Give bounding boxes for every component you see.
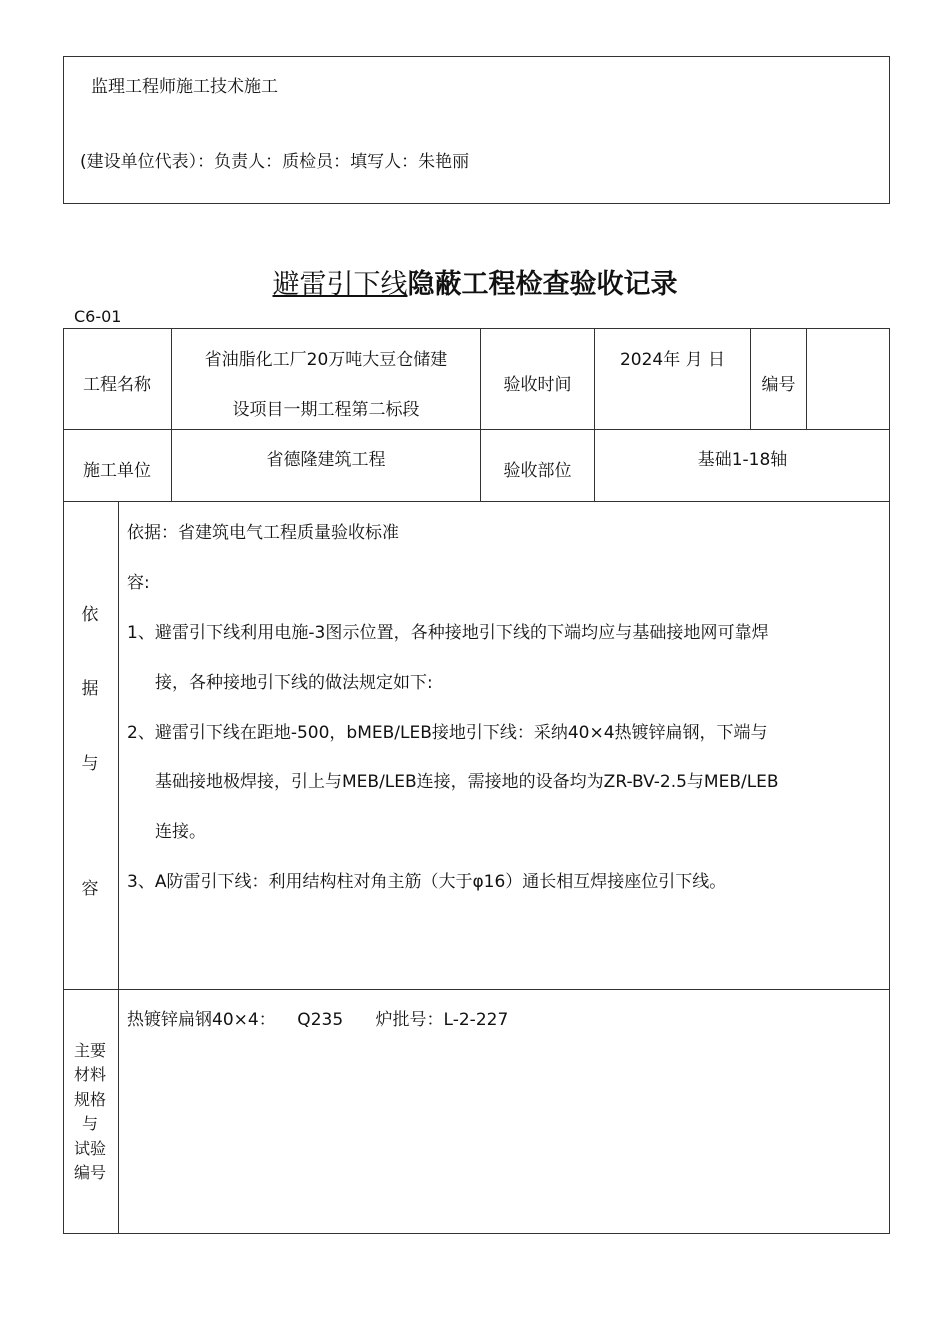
signature-line-2: (建设单位代表）：负责人：质检员：填写人：朱艳丽 <box>80 152 470 172</box>
col-divider <box>118 501 119 1234</box>
basis-label-char: 依 <box>81 605 99 625</box>
basis-label-char: 与 <box>81 754 99 774</box>
basis-line: 基础接地极焊接，引上与MEB/LEB连接，需接地的设备均为ZR-BV-2.5与MEB/LEB <box>155 772 779 792</box>
project-name-line-1: 省油脂化工厂20万吨大豆仓储建 <box>204 350 448 370</box>
col-divider <box>806 328 807 429</box>
basis-line: 连接。 <box>155 822 206 842</box>
basis-line: 接，各种接地引下线的做法规定如下: <box>155 673 433 693</box>
materials-label-line: 材料 <box>73 1065 106 1084</box>
number-label: 编号 <box>761 375 796 395</box>
materials-text: 热镀锌扁钢40×4： Q235 炉批号：L-2-227 <box>127 1010 509 1030</box>
materials-label-line: 主要 <box>73 1041 106 1060</box>
page-title <box>0 262 950 301</box>
row-divider <box>63 429 890 430</box>
contractor-value: 省德隆建筑工程 <box>266 450 386 470</box>
basis-line: 2、避雷引下线在距地-500，bMEB/LEB接地引下线：采纳40×4热镀锌扁钢，下端与 <box>127 723 768 743</box>
title-rest: 隐蔽工程检查验收记录 <box>407 269 678 300</box>
signature-line-1: 监理工程师施工技术施工 <box>91 77 278 97</box>
contractor-label: 施工单位 <box>83 461 151 481</box>
project-name-label: 工程名称 <box>83 375 151 395</box>
row-divider <box>63 501 890 502</box>
title-underlined: 避雷引下线 <box>272 269 408 300</box>
materials-label-line: 编号 <box>73 1163 106 1182</box>
form-code: C6-01 <box>74 307 122 326</box>
row-divider <box>63 989 890 990</box>
basis-label-char: 据 <box>81 679 99 699</box>
basis-line: 容: <box>127 573 150 593</box>
acceptance-time-value: 2024年 月 日 <box>619 350 726 370</box>
acceptance-part-label: 验收部位 <box>503 461 572 481</box>
acceptance-time-label: 验收时间 <box>503 375 572 395</box>
materials-label-line: 规格 <box>73 1090 106 1109</box>
materials-label-line: 与 <box>81 1114 98 1133</box>
basis-label-char: 容 <box>81 879 99 899</box>
project-name-line-2: 设项目一期工程第二标段 <box>232 400 420 420</box>
basis-line: 3、A防雷引下线：利用结构柱对角主筋（大于φ16）通长相互焊接座位引下线。 <box>127 872 727 892</box>
acceptance-part-value: 基础1-18轴 <box>697 450 788 470</box>
materials-label-line: 试验 <box>73 1139 106 1158</box>
basis-line: 1、避雷引下线利用电施-3图示位置，各种接地引下线的下端均应与基础接地网可靠焊 <box>127 623 769 643</box>
basis-line: 依据：省建筑电气工程质量验收标准 <box>127 523 399 543</box>
